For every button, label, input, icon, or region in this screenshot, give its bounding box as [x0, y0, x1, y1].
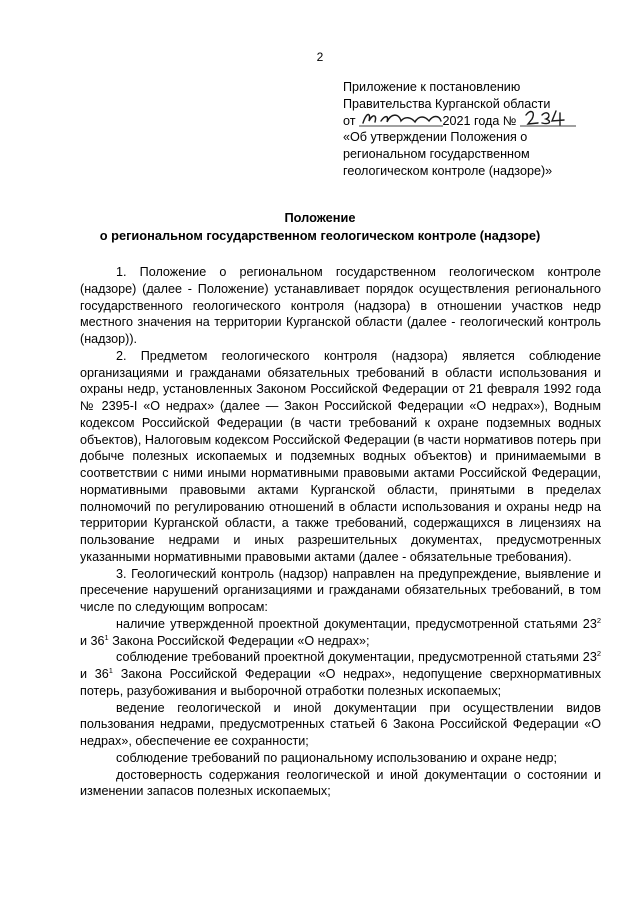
appendix-line-6: геологическом контроле (надзоре)» — [343, 163, 553, 178]
paragraph-1: 1. Положение о региональном государственном геологическом контроле (надзоре) (далее - Положение) устанавливает порядок осуществления регионального государственного геологического контроля (надзора) в отношении участков недр местного значения на территории Курганской области (далее - геологический контроль (надзор)). — [80, 265, 601, 346]
document-body — [80, 264, 601, 800]
handwritten-date — [359, 113, 439, 127]
date-prefix: от — [343, 113, 356, 128]
paragraph-7: соблюдение требований по рациональному использованию и охране недр; — [116, 750, 557, 765]
page-number: 2 — [316, 50, 324, 64]
appendix-date-line — [343, 113, 613, 130]
appendix-line-2: Правительства Курганской области — [343, 96, 551, 111]
paragraph-8: достоверность содержания геологической и иной документации о состоянии и изменении запасов полезных ископаемых; — [80, 767, 601, 799]
paragraph-5: соблюдение требований проектной документации, предусмотренной статьями $23^2$ и $36^1$ Закона Российской Федерации «О недрах», недопущение сверхнормативных потерь, разубоживания и выборочной отработки полезных ископаемых; — [80, 649, 602, 698]
paragraph-4: наличие утвержденной проектной документации, предусмотренной статьями $23^2$ и $36^1$ Закона Российской Федерации «О недрах»; — [80, 615, 601, 648]
paragraph-3: 3. Геологический контроль (надзор) направлен на предупреждение, выявление и пресечение нарушений организациями и гражданами обязательных требований, в том числе по следующим вопросам: — [80, 566, 601, 614]
title-line-1: Положение — [284, 210, 356, 225]
title-line-2: о региональном государственном геологическом контроле (надзоре) — [99, 227, 541, 243]
handwritten-number — [520, 113, 574, 127]
appendix-header — [343, 79, 613, 180]
date-year: 2021 года № — [442, 113, 517, 128]
paragraph-6: ведение геологической и иной документации при осуществлении видов пользования недрами, предусмотренных статьей 6 Закона Российской Федерации «О недрах», обеспечение ее сохранности; — [80, 700, 601, 748]
appendix-line-5: региональном государственном — [343, 147, 530, 162]
appendix-line-1: Приложение к постановлению — [343, 80, 521, 94]
document-title — [0, 209, 640, 244]
appendix-line-4: «Об утверждении Положения о — [343, 130, 528, 145]
paragraph-2: 2. Предметом геологического контроля (надзора) является соблюдение организациями и гражданами обязательных требований в области использования и охраны недр, установленных Законом Российской Федерации от 21 февраля 1992 года № 2395-I «О недрах» (далее — Закон Российской Федерации «О недрах»), Водным кодексом Российской Федерации (в части требований к охране подземных водных объектов), Налоговым кодексом Российской Федерации (в части нормативов потерь при добыче полезных ископаемых и подземных водных объектов) и принимаемыми в соответствии с ними иными нормативными правовыми актами Российской Федерации, нормативными правовыми актами Курганской области, принятыми в пределах полномочий по регулированию отношений в области использования и охраны недр на территории Курганской области, а также требований, содержащихся в лицензиях на пользование недрами и иных разрешительных документах, предусмотренных указанными нормативными правовыми актами (далее - обязательные требования). — [80, 348, 601, 564]
